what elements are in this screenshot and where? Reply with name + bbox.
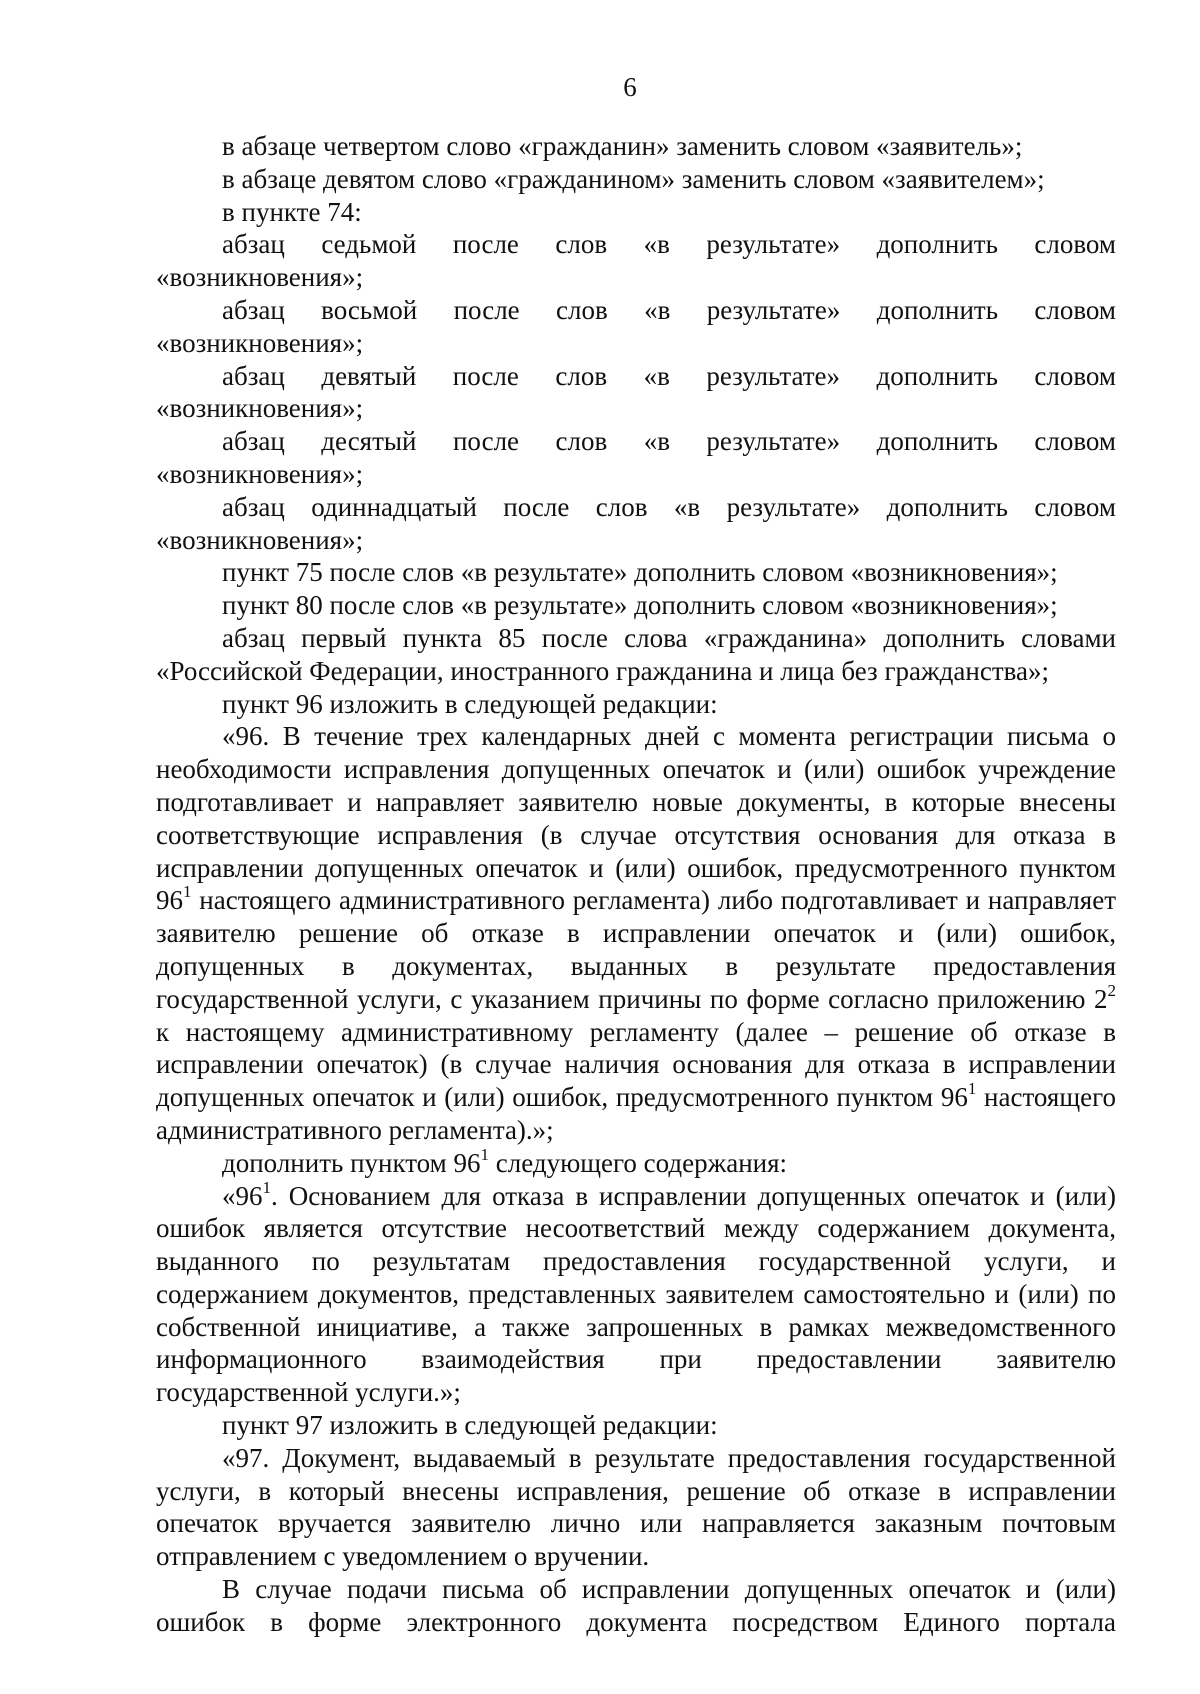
paragraph-6: абзац девятый после слов «в результате» дополнить словом «возникновения»; <box>156 360 1116 424</box>
paragraph-2: в абзаце девятом слово «гражданином» заменить словом «заявителем»; <box>222 163 1045 194</box>
paragraph-15 <box>156 1177 1116 1410</box>
superscript: 1 <box>262 1177 271 1197</box>
paragraph-8: абзац одиннадцатый после слов «в результате» дополнить словом «возникновения»; <box>156 491 1116 555</box>
paragraph-5: абзац восьмой после слов «в результате» дополнить словом «возникновения»; <box>156 294 1116 358</box>
paragraph-17: «97. Документ, выдаваемый в результате предоставления государственной услуги, в который внесены исправления, решение об отказе в исправлении опечаток вручается заявителю лично или направляется заказным почтовым отправлением с уведомлением о вручении. <box>156 1442 1116 1572</box>
paragraph-12: пункт 96 изложить в следующей редакции: <box>222 688 718 719</box>
paragraph-15-text-a: «96 <box>222 1180 263 1211</box>
paragraph-11: абзац первый пункта 85 после слова «гражданина» дополнить словами «Российской Федерации, иностранного гражданина и лица без гражданства»; <box>156 622 1116 686</box>
paragraph-7: абзац десятый после слов «в результате» дополнить словом «возникновения»; <box>156 426 1116 489</box>
paragraph-10: пункт 80 после слов «в результате» дополнить словом «возникновения»; <box>222 590 1058 621</box>
superscript: 1 <box>967 1079 977 1099</box>
paragraph-15-text-b: . Основанием для отказа в исправлении допущенных опечаток и (или) ошибок является отсутствие несоответствий между содержанием документа, выданного по результатам предоставления государственной услуги, и содержанием документов, представленных заявителем самостоятельно и (или) по собственной инициативе, а также запрошенных в рамках межведомственного информационного взаимодействия при предоставлении заявителю государственной услуги.»; <box>156 1180 1116 1408</box>
superscript: 1 <box>183 882 192 902</box>
paragraph-16: пункт 97 изложить в следующей редакции: <box>222 1410 718 1441</box>
paragraph-13-text-a: «96. В течение трех календарных дней с момента регистрации письма о необходимости исправления допущенных опечаток и (или) ошибок учреждение подготавливает и направляет заявителю новые документы, в которые внесены соответствующие исправления (в случае отсутствия основания для отказа в исправлении допущенных опечаток и (или) ошибок, предусмотренного пунктом 96 <box>156 721 1116 916</box>
superscript: 1 <box>480 1144 489 1164</box>
paragraph-1: в абзаце четвертом слово «гражданин» заменить словом «заявитель»; <box>222 131 1023 161</box>
paragraph-13 <box>156 720 1116 1146</box>
page-number: 6 <box>623 72 637 102</box>
paragraph-14-text-a: дополнить пунктом 96 <box>222 1147 481 1178</box>
paragraph-13-text-c: к настоящему административному регламенту (далее – решение об отказе в исправлении опечаток) (в случае наличия основания для отказа в исправлении допущенных опечаток и (или) ошибок, предусмотренного пунктом 96 <box>156 1016 1116 1113</box>
paragraph-4: абзац седьмой после слов «в результате» дополнить словом «возникновения»; <box>156 229 1116 293</box>
paragraph-13-text-b: настоящего административного регламента) либо подготавливает и направляет заявителю решение об отказе в исправлении опечаток и (или) ошибок, допущенных в документах, выданных в результате предоставления государственной услуги, с указанием причины по форме согласно приложению 2 <box>156 885 1116 1014</box>
paragraph-14 <box>156 1144 1116 1180</box>
paragraph-18: В случае подачи письма об исправлении допущенных опечаток и (или) ошибок в форме электронного документа посредством Единого портала <box>156 1574 1116 1637</box>
paragraph-9: пункт 75 после слов «в результате» дополнить словом «возникновения»; <box>222 557 1058 588</box>
paragraph-3: в пункте 74: <box>222 196 362 227</box>
document-body <box>156 130 1116 1639</box>
superscript: 2 <box>1107 980 1116 1000</box>
paragraph-13-text-d: настоящего административного регламента).»; <box>156 1082 1116 1145</box>
paragraph-14-text-b: следующего содержания: <box>489 1147 788 1178</box>
